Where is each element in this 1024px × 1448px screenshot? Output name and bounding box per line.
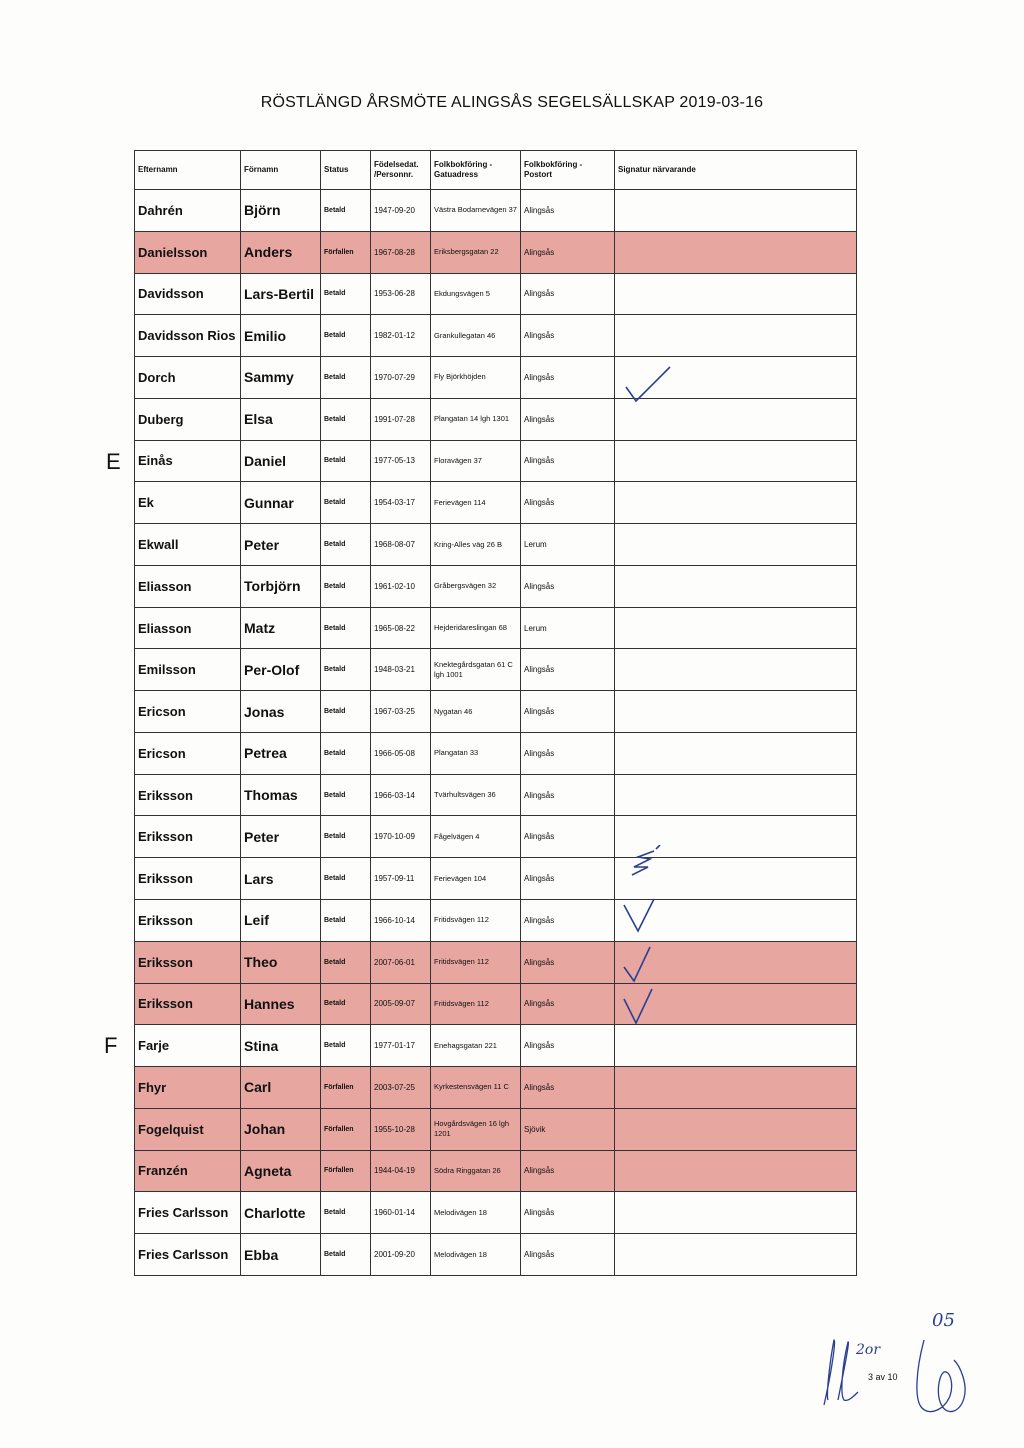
postal-cell: Alingsås (521, 1150, 615, 1192)
postal-cell: Alingsås (521, 649, 615, 691)
birthdate-cell: 1954-03-17 (371, 482, 431, 524)
section-letter-f: F (104, 1033, 118, 1058)
status-cell: Betald (321, 190, 371, 232)
status-cell: Betald (321, 816, 371, 858)
status-cell: Förfallen (321, 1150, 371, 1192)
birthdate-cell: 2005-09-07 (371, 983, 431, 1025)
table-row (135, 315, 857, 357)
lastname-cell: Eriksson (135, 941, 241, 983)
firstname-cell: Per-Olof (241, 649, 321, 691)
firstname-cell: Matz (241, 607, 321, 649)
birthdate-cell: 1977-05-13 (371, 440, 431, 482)
voter-roll-table (134, 150, 857, 1276)
firstname-cell: Anders (241, 231, 321, 273)
table-row (135, 524, 857, 566)
status-cell: Betald (321, 398, 371, 440)
lastname-cell: Ericson (135, 732, 241, 774)
signature-cell (615, 1025, 857, 1067)
firstname-cell: Stina (241, 1025, 321, 1067)
table-row (135, 816, 857, 858)
address-cell: Hovgårdsvägen 16 lgh 1201 (431, 1108, 521, 1150)
birthdate-cell: 1948-03-21 (371, 649, 431, 691)
table-row (135, 900, 857, 942)
status-cell: Betald (321, 440, 371, 482)
table-row (135, 440, 857, 482)
document-title: RÖSTLÄNGD ÅRSMÖTE ALINGSÅS SEGELSÄLLSKAP 2019-03-16 (260, 94, 764, 111)
signature-cell (615, 565, 857, 607)
signature-cell (615, 482, 857, 524)
postal-cell: Alingsås (521, 398, 615, 440)
table-header-row (135, 151, 857, 190)
firstname-cell: Agneta (241, 1150, 321, 1192)
lastname-cell: Dorch (135, 357, 241, 399)
firstname-cell: Leif (241, 900, 321, 942)
lastname-cell: Eriksson (135, 816, 241, 858)
header-firstname: Förnamn (241, 151, 321, 190)
status-cell: Betald (321, 1025, 371, 1067)
signature-cell (615, 649, 857, 691)
header-postal: Folkbokföring - Postort (521, 151, 615, 190)
birthdate-cell: 2001-09-20 (371, 1234, 431, 1276)
signature-cell (615, 1234, 857, 1276)
lastname-cell: Fries Carlsson (135, 1192, 241, 1234)
address-cell: Ferievägen 104 (431, 858, 521, 900)
firstname-cell: Ebba (241, 1234, 321, 1276)
header-status: Status (321, 151, 371, 190)
status-cell: Betald (321, 607, 371, 649)
table-row (135, 565, 857, 607)
firstname-cell: Hannes (241, 983, 321, 1025)
header-signature: Signatur närvarande (615, 151, 857, 190)
table-row (135, 858, 857, 900)
birthdate-cell: 1944-04-19 (371, 1150, 431, 1192)
birthdate-cell: 1961-02-10 (371, 565, 431, 607)
page-number: 3 av 10 (868, 1372, 898, 1382)
header-birth: Födelsedat. /Personnr. (371, 151, 431, 190)
status-cell: Betald (321, 774, 371, 816)
checkmark-icon (620, 945, 665, 987)
status-cell: Betald (321, 649, 371, 691)
lastname-cell: Eriksson (135, 774, 241, 816)
status-cell: Betald (321, 524, 371, 566)
status-cell: Betald (321, 941, 371, 983)
lastname-cell: Farje (135, 1025, 241, 1067)
table-row (135, 983, 857, 1025)
postal-cell: Alingsås (521, 774, 615, 816)
firstname-cell: Gunnar (241, 482, 321, 524)
postal-cell: Alingsås (521, 858, 615, 900)
firstname-cell: Jonas (241, 691, 321, 733)
header-lastname: Efternamn (135, 151, 241, 190)
lastname-cell: Davidsson Rios (135, 315, 241, 357)
status-cell: Förfallen (321, 1067, 371, 1109)
address-cell: Fritidsvägen 112 (431, 983, 521, 1025)
signature-cell (615, 1150, 857, 1192)
table-row (135, 774, 857, 816)
table-row (135, 190, 857, 232)
signature-cell (615, 774, 857, 816)
address-cell: Nygatan 46 (431, 691, 521, 733)
lastname-cell: Eriksson (135, 983, 241, 1025)
address-cell: Eriksbergsgatan 22 (431, 231, 521, 273)
status-cell: Betald (321, 1192, 371, 1234)
handwritten-signature-icon (804, 1300, 1004, 1420)
signature-cell (615, 1108, 857, 1150)
postal-cell: Alingsås (521, 900, 615, 942)
status-cell: Betald (321, 983, 371, 1025)
signature-cell (615, 732, 857, 774)
firstname-cell: Torbjörn (241, 565, 321, 607)
birthdate-cell: 1966-05-08 (371, 732, 431, 774)
birthdate-cell: 2003-07-25 (371, 1067, 431, 1109)
address-cell: Plangatan 14 lgh 1301 (431, 398, 521, 440)
status-cell: Betald (321, 357, 371, 399)
table-row (135, 1150, 857, 1192)
table-row (135, 398, 857, 440)
lastname-cell: Danielsson (135, 231, 241, 273)
postal-cell: Lerum (521, 607, 615, 649)
firstname-cell: Björn (241, 190, 321, 232)
address-cell: Enehagsgatan 221 (431, 1025, 521, 1067)
table-row (135, 482, 857, 524)
address-cell: Kyrkestensvägen 11 C (431, 1067, 521, 1109)
checkmark-icon (620, 985, 665, 1027)
firstname-cell: Theo (241, 941, 321, 983)
table-row (135, 732, 857, 774)
status-cell: Betald (321, 1234, 371, 1276)
postal-cell: Alingsås (521, 732, 615, 774)
checkmark-icon (620, 895, 665, 935)
birthdate-cell: 1982-01-12 (371, 315, 431, 357)
address-cell: Västra Bodarnevägen 37 (431, 190, 521, 232)
status-cell: Betald (321, 858, 371, 900)
postal-cell: Alingsås (521, 1067, 615, 1109)
birthdate-cell: 1967-03-25 (371, 691, 431, 733)
lastname-cell: Fogelquist (135, 1108, 241, 1150)
address-cell: Hejderidareslingan 68 (431, 607, 521, 649)
postal-cell: Alingsås (521, 1025, 615, 1067)
address-cell: Melodivägen 18 (431, 1192, 521, 1234)
postal-cell: Alingsås (521, 440, 615, 482)
firstname-cell: Daniel (241, 440, 321, 482)
address-cell: Plangatan 33 (431, 732, 521, 774)
address-cell: Fritidsvägen 112 (431, 900, 521, 942)
postal-cell: Alingsås (521, 315, 615, 357)
firstname-cell: Lars (241, 858, 321, 900)
table-row (135, 649, 857, 691)
status-cell: Betald (321, 900, 371, 942)
lastname-cell: Eliasson (135, 607, 241, 649)
status-cell: Betald (321, 315, 371, 357)
status-cell: Förfallen (321, 231, 371, 273)
address-cell: Grankullegatan 46 (431, 315, 521, 357)
postal-cell: Alingsås (521, 273, 615, 315)
table-row (135, 1192, 857, 1234)
postal-cell: Alingsås (521, 691, 615, 733)
firstname-cell: Sammy (241, 357, 321, 399)
address-cell: Tvärhultsvägen 36 (431, 774, 521, 816)
signature-cell (615, 440, 857, 482)
status-cell: Betald (321, 732, 371, 774)
table-row (135, 1067, 857, 1109)
birthdate-cell: 1966-10-14 (371, 900, 431, 942)
address-cell: Ekdungsvägen 5 (431, 273, 521, 315)
address-cell: Kring-Alles väg 26 B (431, 524, 521, 566)
firstname-cell: Peter (241, 816, 321, 858)
table-row (135, 273, 857, 315)
status-cell: Betald (321, 273, 371, 315)
table-row (135, 231, 857, 273)
address-cell: Södra Ringgatan 26 (431, 1150, 521, 1192)
firstname-cell: Petrea (241, 732, 321, 774)
signature-cell (615, 190, 857, 232)
table-row (135, 357, 857, 399)
address-cell: Gråbergsvägen 32 (431, 565, 521, 607)
postal-cell: Alingsås (521, 1234, 615, 1276)
postal-cell: Alingsås (521, 565, 615, 607)
address-cell: Floravägen 37 (431, 440, 521, 482)
birthdate-cell: 2007-06-01 (371, 941, 431, 983)
handwritten-note-2: 05 (932, 1310, 955, 1331)
firstname-cell: Charlotte (241, 1192, 321, 1234)
postal-cell: Alingsås (521, 231, 615, 273)
postal-cell: Alingsås (521, 941, 615, 983)
lastname-cell: Emilsson (135, 649, 241, 691)
signature-cell (615, 315, 857, 357)
lastname-cell: Eriksson (135, 900, 241, 942)
birthdate-cell: 1968-08-07 (371, 524, 431, 566)
postal-cell: Lerum (521, 524, 615, 566)
lastname-cell: Eriksson (135, 858, 241, 900)
firstname-cell: Johan (241, 1108, 321, 1150)
postal-cell: Sjövik (521, 1108, 615, 1150)
status-cell: Betald (321, 482, 371, 524)
birthdate-cell: 1970-10-09 (371, 816, 431, 858)
address-cell: Fågelvägen 4 (431, 816, 521, 858)
table-row (135, 607, 857, 649)
table-row (135, 1108, 857, 1150)
lastname-cell: Dahrén (135, 190, 241, 232)
lastname-cell: Eliasson (135, 565, 241, 607)
lastname-cell: Duberg (135, 398, 241, 440)
status-cell: Betald (321, 565, 371, 607)
table-row (135, 941, 857, 983)
table-row (135, 1025, 857, 1067)
postal-cell: Alingsås (521, 1192, 615, 1234)
lastname-cell: Ekwall (135, 524, 241, 566)
birthdate-cell: 1967-08-28 (371, 231, 431, 273)
signature-cell (615, 524, 857, 566)
postal-cell: Alingsås (521, 190, 615, 232)
signature-cell (615, 607, 857, 649)
signature-cell (615, 273, 857, 315)
header-address: Folkbokföring - Gatuadress (431, 151, 521, 190)
signature-cell (615, 231, 857, 273)
signature-cell (615, 1067, 857, 1109)
postal-cell: Alingsås (521, 983, 615, 1025)
birthdate-cell: 1960-01-14 (371, 1192, 431, 1234)
birthdate-cell: 1965-08-22 (371, 607, 431, 649)
birthdate-cell: 1947-09-20 (371, 190, 431, 232)
birthdate-cell: 1970-07-29 (371, 357, 431, 399)
status-cell: Betald (321, 691, 371, 733)
postal-cell: Alingsås (521, 357, 615, 399)
firstname-cell: Thomas (241, 774, 321, 816)
firstname-cell: Lars-Bertil (241, 273, 321, 315)
lastname-cell: Fries Carlsson (135, 1234, 241, 1276)
address-cell: Fritidsvägen 112 (431, 941, 521, 983)
birthdate-cell: 1953-06-28 (371, 273, 431, 315)
firstname-cell: Emilio (241, 315, 321, 357)
firstname-cell: Carl (241, 1067, 321, 1109)
status-cell: Förfallen (321, 1108, 371, 1150)
signature-cell (615, 691, 857, 733)
lastname-cell: Ericson (135, 691, 241, 733)
birthdate-cell: 1957-09-11 (371, 858, 431, 900)
lastname-cell: Fhyr (135, 1067, 241, 1109)
birthdate-cell: 1966-03-14 (371, 774, 431, 816)
table-row (135, 691, 857, 733)
postal-cell: Alingsås (521, 482, 615, 524)
birthdate-cell: 1955-10-28 (371, 1108, 431, 1150)
handwritten-note: 2or (856, 1342, 881, 1358)
lastname-cell: Davidsson (135, 273, 241, 315)
lastname-cell: Franzén (135, 1150, 241, 1192)
lastname-cell: Ek (135, 482, 241, 524)
section-letter-e: E (106, 449, 121, 474)
lastname-cell: Einås (135, 440, 241, 482)
address-cell: Fly Björkhöjden (431, 357, 521, 399)
address-cell: Ferievägen 114 (431, 482, 521, 524)
firstname-cell: Peter (241, 524, 321, 566)
postal-cell: Alingsås (521, 816, 615, 858)
birthdate-cell: 1991-07-28 (371, 398, 431, 440)
table-row (135, 1234, 857, 1276)
checkmark-icon (620, 365, 680, 405)
address-cell: Knektegårdsgatan 61 C lgh 1001 (431, 649, 521, 691)
signature-cell (615, 1192, 857, 1234)
address-cell: Melodivägen 18 (431, 1234, 521, 1276)
scribble-icon (618, 845, 668, 890)
birthdate-cell: 1977-01-17 (371, 1025, 431, 1067)
firstname-cell: Elsa (241, 398, 321, 440)
